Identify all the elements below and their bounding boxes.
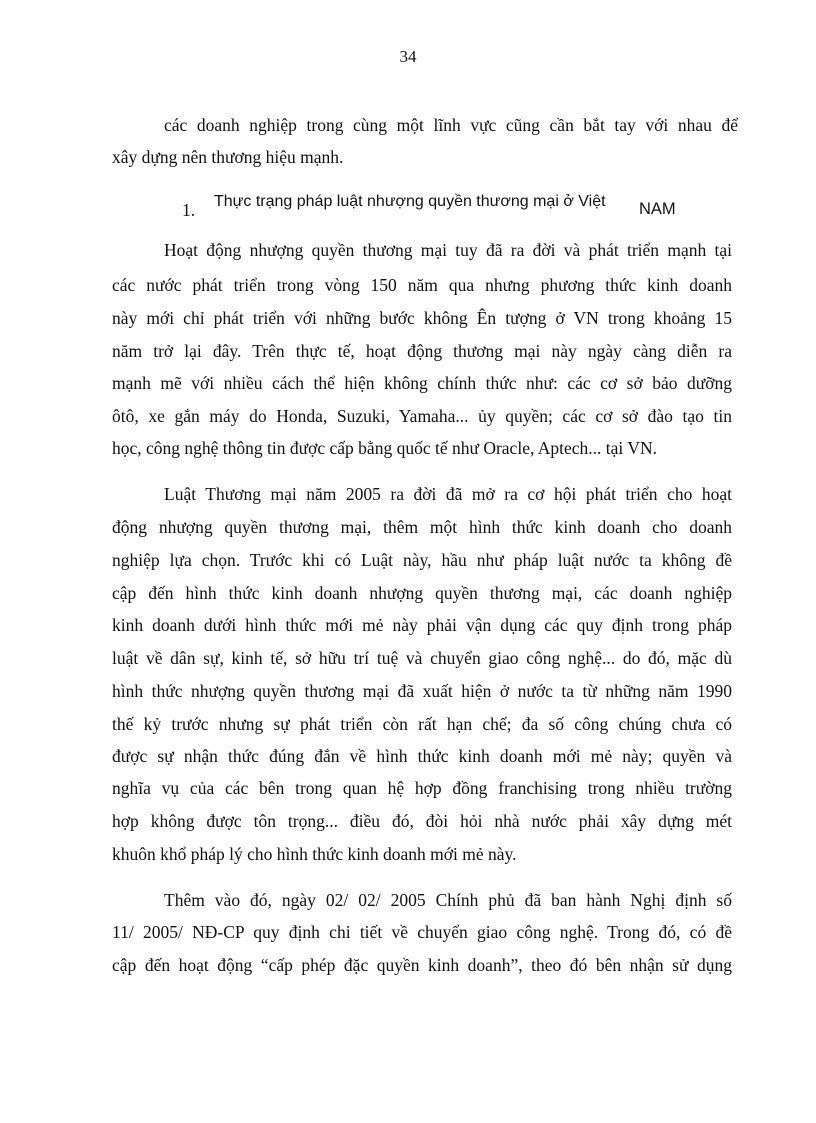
text-line: ôtô, xe gắn máy do Honda, Suzuki, Yamaha... ủy quyền; các cơ sở đào tạo tin bbox=[112, 406, 732, 426]
text-line: các nước phát triển trong vòng 150 năm qua nhưng phương thức kinh doanh bbox=[112, 275, 732, 295]
text-line: cập đến hình thức kinh doanh nhượng quyền thương mại, các doanh nghiệp bbox=[112, 583, 732, 603]
text-line: Thêm vào đó, ngày 02/ 02/ 2005 Chính phủ đã ban hành Nghị định số bbox=[164, 890, 732, 910]
text-line: 11/ 2005/ NĐ-CP quy định chi tiết về chuyển giao công nghệ. Trong đó, có đề bbox=[112, 922, 732, 942]
text-line: cập đến hoạt động “cấp phép đặc quyền kinh doanh”, theo đó bên nhận sử dụng bbox=[112, 955, 732, 975]
text-line: học, công nghệ thông tin được cấp bằng quốc tế như Oracle, Aptech... tại VN. bbox=[112, 438, 657, 458]
heading-tail: NAM bbox=[639, 200, 676, 218]
text-line: mạnh mẽ với nhiều cách thể hiện không chính thức như: các cơ sở bảo dưỡng bbox=[112, 373, 732, 393]
text-line: Luật Thương mại năm 2005 ra đời đã mở ra cơ hội phát triển cho hoạt bbox=[164, 484, 732, 504]
text-line: nghiệp lựa chọn. Trước khi có Luật này, hầu như pháp luật nước ta không đề bbox=[112, 550, 732, 570]
page-number: 34 bbox=[399, 47, 417, 66]
text-line: này mới chỉ phát triển với những bước không Ên tượng ở VN trong khoảng 15 bbox=[112, 308, 732, 328]
text-line: hình thức nhượng quyền thương mại đã xuất hiện ở nước ta từ những năm 1990 bbox=[112, 681, 732, 701]
heading-number: 1. bbox=[182, 200, 196, 220]
text-line: Hoạt động nhượng quyền thương mại tuy đã ra đời và phát triển mạnh tại bbox=[164, 240, 732, 260]
text-line: hợp không được tôn trọng... điều đó, đòi hỏi nhà nước phải xây dựng mét bbox=[112, 811, 732, 831]
text-line: các doanh nghiệp trong cùng một lĩnh vực cũng cần bắt tay với nhau để bbox=[164, 115, 738, 135]
text-line: năm trở lại đây. Trên thực tế, hoạt động thương mại này ngày càng diễn ra bbox=[112, 341, 732, 361]
text-line: thế kỷ trước nhưng sự phát triển còn rất hạn chế; đa số công chúng chưa có bbox=[112, 714, 732, 734]
text-line: kinh doanh dưới hình thức mới mẻ này phải vận dụng các quy định trong pháp bbox=[112, 615, 732, 635]
text-line: luật về dân sự, kinh tế, sở hữu trí tuệ và chuyển giao công nghệ... do đó, mặc dù bbox=[112, 648, 732, 668]
text-line: động nhượng quyền thương mại, thêm một hình thức kinh doanh cho doanh bbox=[112, 517, 732, 537]
text-line: xây dựng nên thương hiệu mạnh. bbox=[112, 147, 344, 167]
heading-text: Thực trạng pháp luật nhượng quyền thương mại ở Việt bbox=[214, 193, 606, 210]
text-line: được sự nhận thức đúng đắn về hình thức kinh doanh mới mẻ này; quyền và bbox=[112, 746, 732, 766]
text-line: khuôn khổ pháp lý cho hình thức kinh doanh mới mẻ này. bbox=[112, 844, 517, 864]
text-line: nghĩa vụ của các bên trong quan hệ hợp đồng franchising trong nhiều trường bbox=[112, 778, 732, 798]
